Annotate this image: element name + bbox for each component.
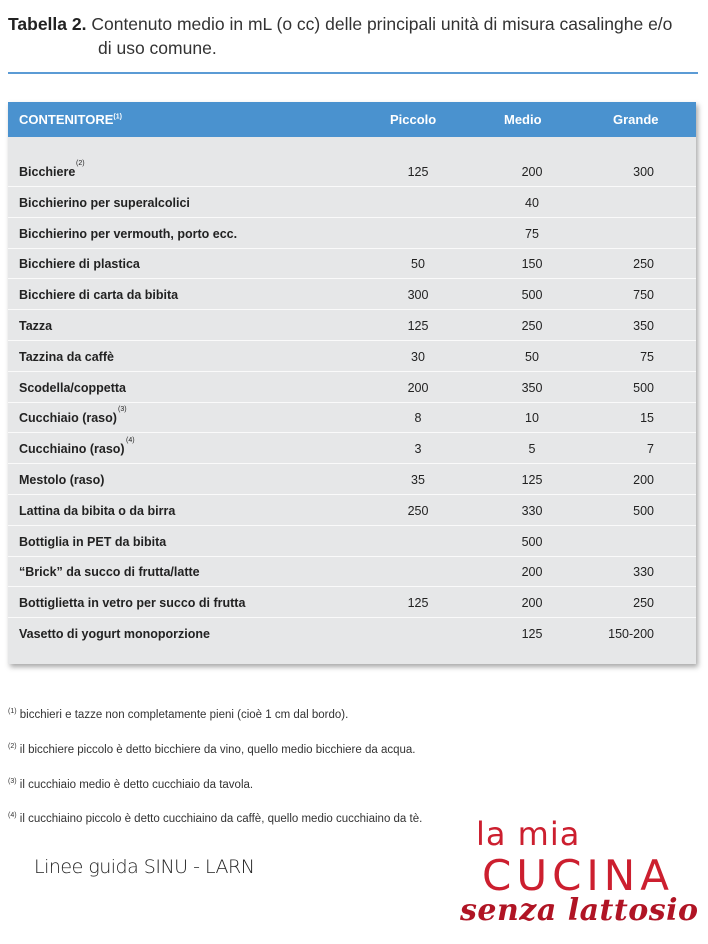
table-row [8, 249, 696, 279]
cell-medium: 200 [521, 596, 543, 611]
caption-line-1: Contenuto medio in mL (o cc) delle principali unità di misura casalinghe e/o [91, 14, 673, 34]
cell-medium: 50 [525, 349, 539, 364]
table-caption [8, 12, 698, 60]
cell-small: 30 [411, 349, 425, 364]
header-container: CONTENITORE$^{(1)}$ [19, 112, 122, 127]
row-name-sup: (4) [126, 437, 135, 445]
header-large: Grande [613, 112, 659, 127]
row-name: Tazza [19, 319, 53, 333]
cell-medium: 5 [528, 442, 536, 457]
row-name: “Brick” da succo di frutta/latte [19, 565, 200, 580]
row-name: Bicchiere di carta da bibita [19, 288, 179, 303]
row-name: Bicchierino per vermouth, porto ecc. [19, 226, 238, 241]
table-row [8, 403, 696, 433]
header-small: Piccolo [390, 112, 437, 127]
cell-medium: 350 [521, 380, 543, 395]
footnote: $^{(2)}$ il bicchiere piccolo è detto bicchiere da vino, quello medio bicchiere da acqua. [8, 742, 416, 756]
row-name: Bicchiere [19, 165, 76, 179]
cell-large: 500 [633, 380, 654, 395]
logo-line-2: CUCINA [482, 851, 674, 900]
cell-small: 200 [407, 380, 429, 395]
row-name: Bicchiere di plastica [19, 257, 140, 272]
table-row [8, 219, 696, 249]
cell-medium: 200 [521, 565, 543, 580]
cell-small: 3 [414, 442, 422, 457]
row-name: Vasetto di yogurt monoporzione [19, 627, 210, 641]
table-header [8, 102, 696, 137]
source-credit: Linee guida SINU - LARN [34, 856, 255, 878]
row-name: Cucchiaino (raso) [19, 442, 125, 457]
cell-large: 250 [633, 257, 654, 272]
cell-medium: 250 [521, 319, 543, 333]
footnote: $^{(4)}$ il cucchiaino piccolo è detto cucchiaino da caffè, quello medio cucchiaino da tè. [8, 812, 423, 826]
cell-large: 7 [647, 442, 654, 457]
cell-medium: 10 [525, 411, 539, 426]
cell-medium: 200 [521, 165, 543, 179]
cell-medium: 40 [525, 195, 539, 210]
cell-small: 125 [407, 596, 429, 611]
cell-large: 300 [633, 165, 654, 179]
cell-medium: 125 [521, 473, 543, 487]
row-name: Lattina da bibita o da birra [19, 503, 176, 518]
table-row [8, 619, 696, 649]
cell-large: 150-200 [608, 627, 654, 641]
cell-medium: 150 [521, 257, 543, 272]
row-name: Tazzina da caffè [19, 349, 114, 364]
table-row [8, 527, 696, 557]
row-name-sup: (2) [76, 160, 85, 167]
table-row [8, 496, 696, 526]
table-row [8, 557, 696, 587]
cell-large: 330 [633, 565, 654, 580]
footnote: $^{(1)}$ bicchieri e tazze non completamente pieni (cioè 1 cm dal bordo). [8, 708, 349, 721]
caption-label: Tabella 2. [8, 14, 87, 34]
cell-medium: 75 [525, 226, 539, 241]
table-row [8, 280, 696, 310]
table-row [8, 311, 696, 341]
footnotes [8, 704, 422, 843]
row-name: Mestolo (raso) [19, 473, 105, 487]
cell-small: 250 [407, 503, 429, 518]
cell-small: 125 [407, 319, 429, 333]
cell-large: 75 [640, 349, 654, 364]
row-name: Bottiglia in PET da bibita [19, 534, 167, 549]
table-row [8, 373, 696, 403]
row-name: Scodella/coppetta [19, 380, 126, 395]
cell-medium: 330 [521, 503, 543, 518]
cell-small: 8 [414, 411, 422, 426]
cell-small: 35 [411, 473, 425, 487]
cell-large: 200 [633, 473, 654, 487]
cell-small: 300 [407, 288, 429, 303]
cell-medium: 125 [521, 627, 543, 641]
table-row [8, 188, 696, 218]
cell-large: 350 [633, 319, 654, 333]
cell-small: 50 [411, 257, 425, 272]
measures-table [8, 102, 696, 664]
site-logo [460, 815, 700, 940]
table-row [8, 434, 696, 464]
header-medium: Medio [504, 112, 542, 127]
cell-medium: 500 [521, 534, 543, 549]
cell-large: 500 [633, 503, 654, 518]
row-name: Bicchierino per superalcolici [19, 195, 190, 210]
row-name: Cucchiaio (raso) [19, 411, 117, 426]
logo-line-3: senza lattosio [460, 893, 699, 928]
table-row [8, 157, 696, 187]
caption-divider [8, 72, 698, 74]
cell-large: 750 [633, 288, 654, 303]
row-name: Bottiglietta in vetro per succo di frutta [19, 596, 246, 611]
row-name-sup: (3) [118, 406, 127, 414]
table-row [8, 342, 696, 372]
cell-small: 125 [407, 165, 429, 179]
cell-medium: 500 [521, 288, 543, 303]
header-container-sup: (1) [113, 113, 122, 121]
cell-large: 250 [633, 596, 654, 611]
caption-line-2: di uso comune. [98, 38, 217, 58]
cell-large: 15 [640, 411, 654, 426]
footnote: $^{(3)}$ il cucchiaio medio è detto cucchiaio da tavola. [8, 777, 254, 791]
table-row [8, 588, 696, 618]
logo-line-1: la mia [476, 815, 581, 853]
table-row [8, 465, 696, 495]
